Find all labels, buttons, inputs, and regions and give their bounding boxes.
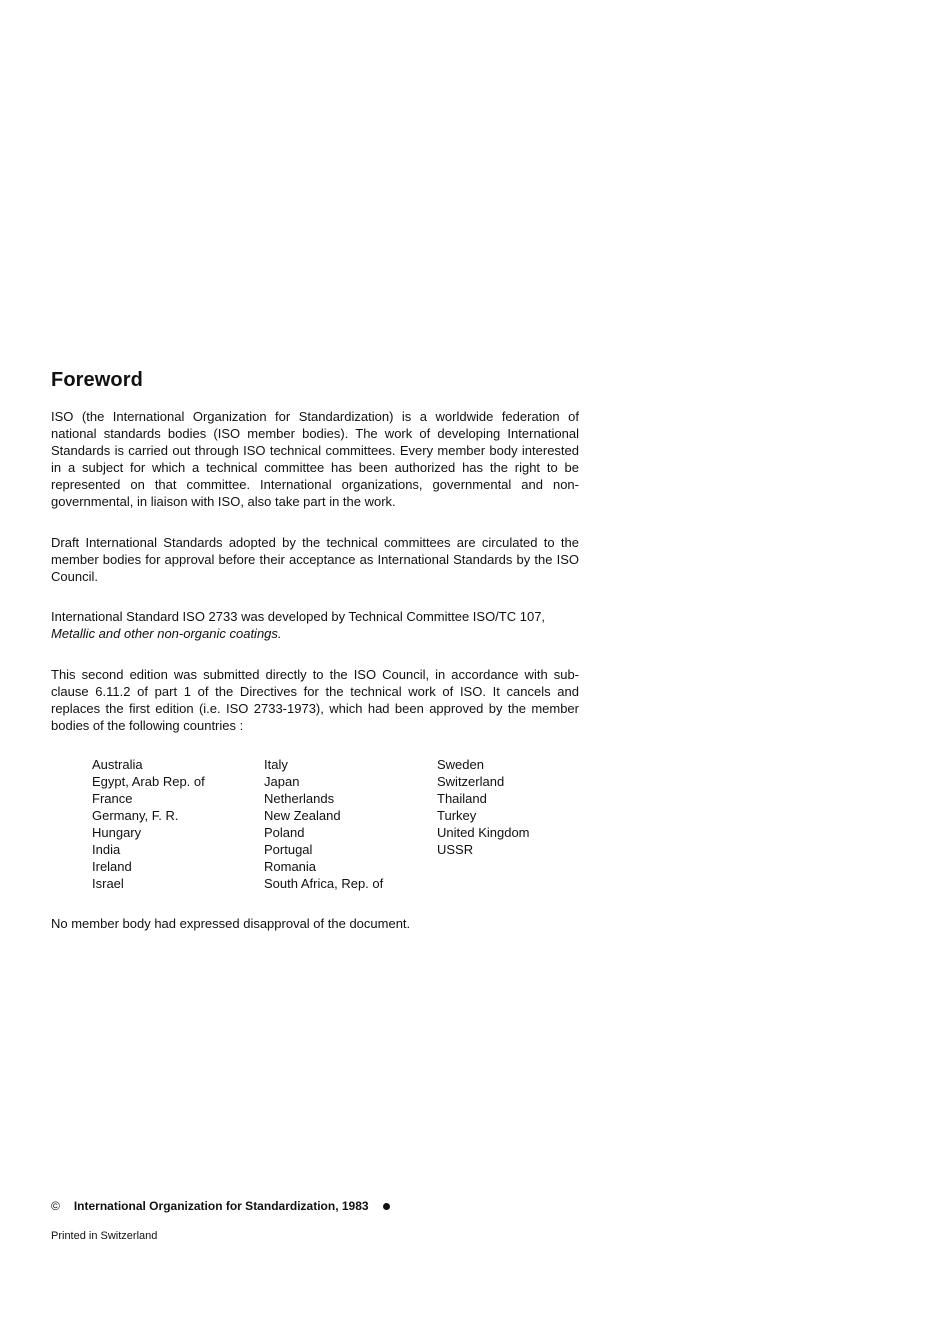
paragraph-disapproval: No member body had expressed disapproval of the document. <box>51 916 411 931</box>
page-title: Foreword <box>51 369 143 391</box>
country-item: Portugal <box>264 842 313 857</box>
country-item: Egypt, Arab Rep. of <box>92 774 205 789</box>
country-item: Australia <box>92 757 143 772</box>
copyright-line <box>51 1199 390 1213</box>
paragraph-iso-description: ISO (the International Organization for Standardization) is a worldwide federation of national standards bodies (ISO member bodies). The work of developing International Standards is carried out through ISO technical committees. Every member body interested in a subject for which a technical committee has been authorized has the right to be represented on that committee. International organizations, governmental and non-governmental, in liaison with ISO, also take part in the work. <box>51 409 579 509</box>
country-item: Ireland <box>92 859 132 874</box>
copyright-text: International Organization for Standardization, 1983 <box>73 1199 369 1213</box>
country-item: India <box>92 842 121 857</box>
country-item: United Kingdom <box>437 825 530 840</box>
country-item: Netherlands <box>264 791 335 806</box>
country-item: Turkey <box>437 808 477 823</box>
country-column-2 <box>264 756 437 892</box>
country-list <box>92 756 597 892</box>
country-item: Hungary <box>92 825 142 840</box>
country-item: Romania <box>264 859 317 874</box>
country-item: Italy <box>264 757 288 772</box>
country-item: France <box>92 791 133 806</box>
bullet-dot-icon <box>383 1203 390 1210</box>
country-item: Thailand <box>437 791 487 806</box>
country-item: Germany, F. R. <box>92 808 179 823</box>
country-column-1 <box>92 756 264 892</box>
country-item: Japan <box>264 774 300 789</box>
country-item: South Africa, Rep. of <box>264 876 384 891</box>
paragraph-edition-info: This second edition was submitted directly to the ISO Council, in accordance with sub-clause 6.11.2 of part 1 of the Directives for the technical work of ISO. It cancels and replaces the first edition (i.e. ISO 2733-1973), which had been approved by the member bodies of the following countries : <box>51 667 579 733</box>
country-item: Sweden <box>437 757 484 772</box>
country-column-3 <box>437 756 597 892</box>
country-item: New Zealand <box>264 808 341 823</box>
standard-origin-text: International Standard ISO 2733 was developed by Technical Committee ISO/TC 107, <box>51 609 546 624</box>
committee-title: Metallic and other non-organic coatings. <box>51 626 282 641</box>
country-item: USSR <box>437 842 474 857</box>
printed-location: Printed in Switzerland <box>51 1230 158 1242</box>
paragraph-draft-standards: Draft International Standards adopted by the technical committees are circulated to the member bodies for approval before their acceptance as International Standards by the ISO Council. <box>51 535 579 584</box>
copyright-symbol: © <box>51 1199 60 1213</box>
country-item: Poland <box>264 825 305 840</box>
paragraph-standard-origin <box>51 608 579 642</box>
country-item: Switzerland <box>437 774 505 789</box>
country-item: Israel <box>92 876 124 891</box>
